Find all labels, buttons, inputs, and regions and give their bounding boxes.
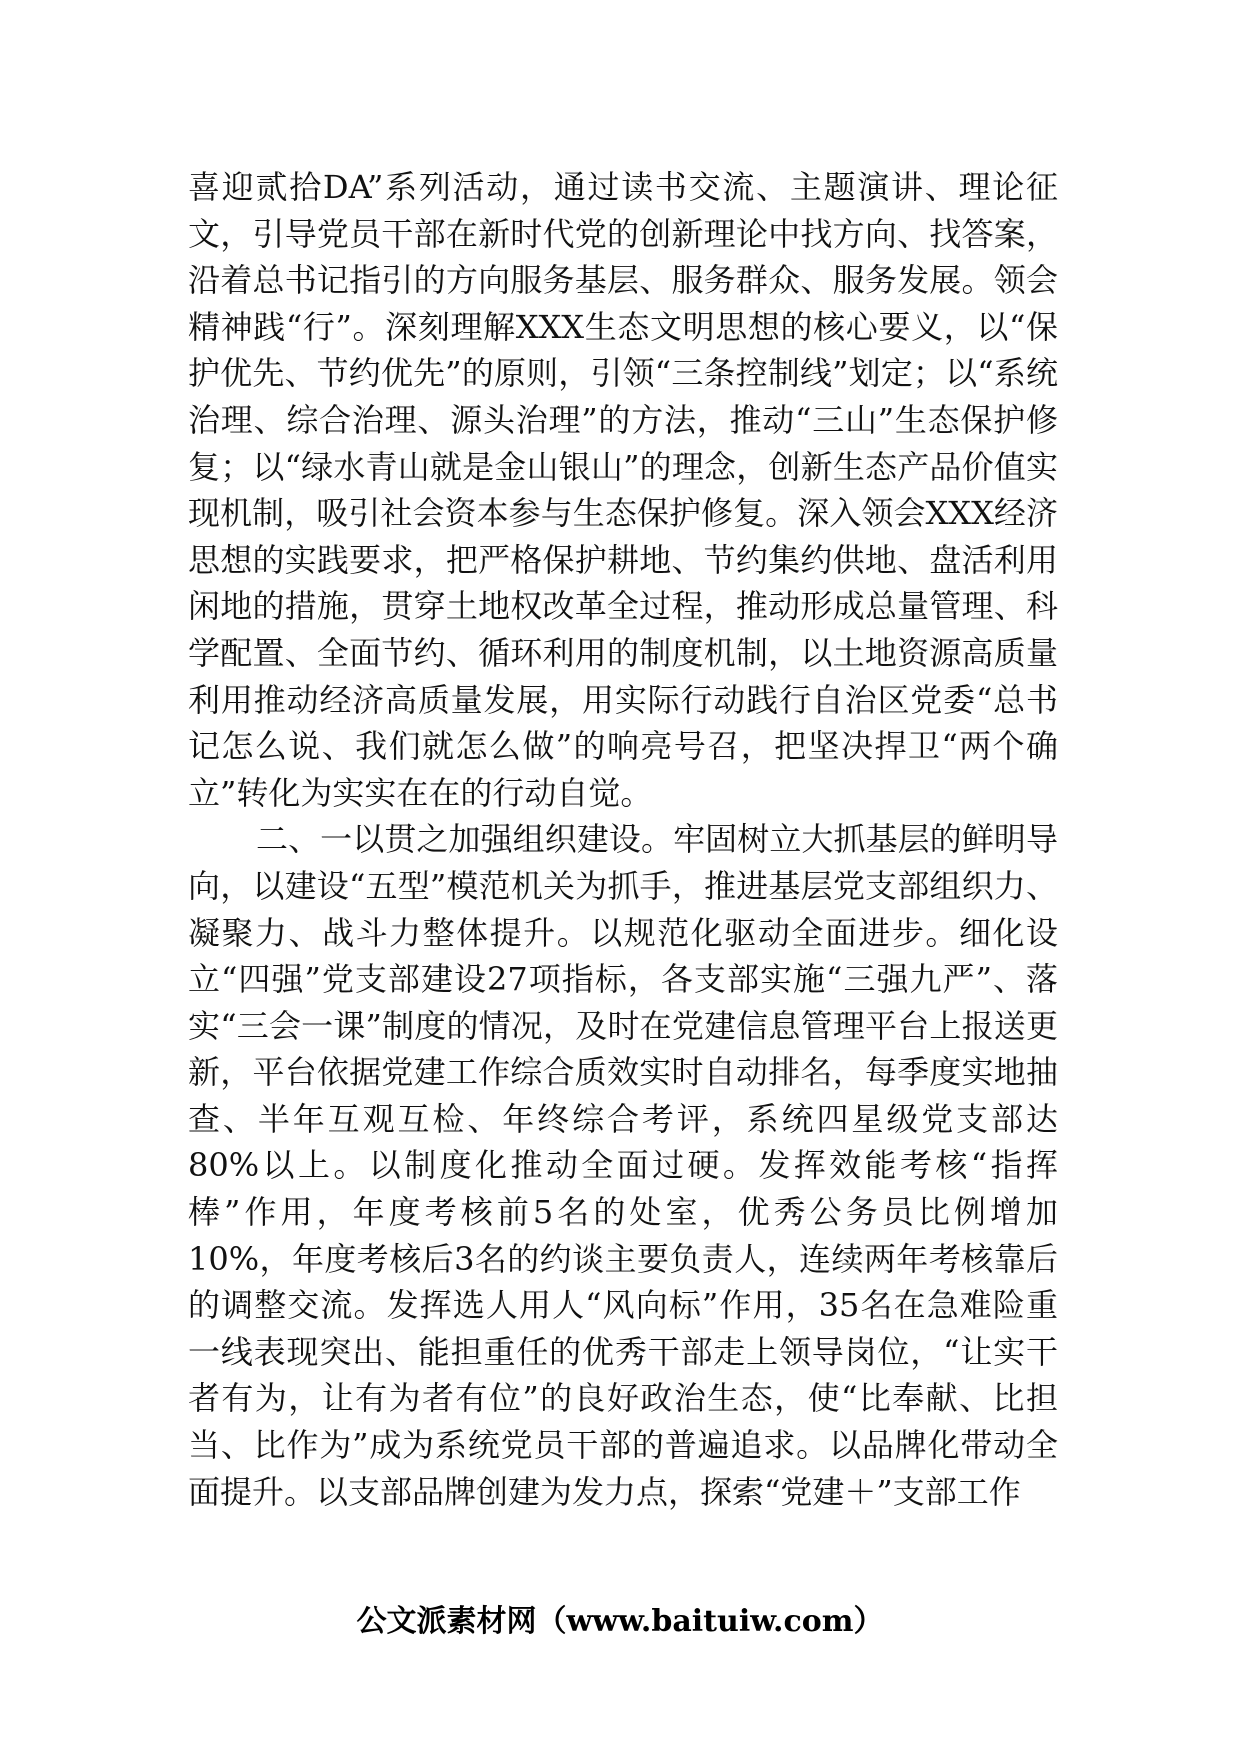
footer-source-text: 公文派素材网（www.baituiw.com）: [356, 1604, 884, 1639]
paragraph-continuation: 喜迎贰拾DA”系列活动，通过读书交流、主题演讲、理论征文，引导党员干部在新时代党的创新理论中找方向、找答案，沿着总书记指引的方向服务基层、服务群众、服务发展。领会精神践“行”。深刻理解XXX生态文明思想的核心要义，以“保护优先、节约优先”的原则，引领“三条控制线”划定；以“系统治理、综合治理、源头治理”的方法，推动“三山”生态保护修复；以“绿水青山就是金山银山”的理念，创新生态产品价值实现机制，吸引社会资本参与生态保护修复。深入领会XXX经济思想的实践要求，把严格保护耕地、节约集约供地、盘活利用闲地的措施，贯穿土地权改革全过程，推动形成总量管理、科学配置、全面节约、循环利用的制度机制，以土地资源高质量利用推动经济高质量发展，用实际行动践行自治区党委“总书记怎么说、我们就怎么做”的响亮号召，把坚决捍卫“两个确立”转化为实实在在的行动自觉。: [188, 168, 1058, 812]
footer-watermark: [0, 1602, 1240, 1642]
document-body: [188, 164, 1058, 1515]
paragraph-section-two: 二、一以贯之加强组织建设。牢固树立大抓基层的鲜明导向，以建设“五型”模范机关为抓手，推进基层党支部组织力、凝聚力、战斗力整体提升。以规范化驱动全面进步。细化设立“四强”党支部建设27项指标，各支部实施“三强九严”、落实“三会一课”制度的情况，及时在党建信息管理平台上报送更新，平台依据党建工作综合质效实时自动排名，每季度实地抽查、半年互观互检、年终综合考评，系统四星级党支部达80%以上。以制度化推动全面过硬。发挥效能考核“指挥棒”作用，年度考核前5名的处室，优秀公务员比例增加10%，年度考核后3名的约谈主要负责人，连续两年考核靠后的调整交流。发挥选人用人“风向标”作用，35名在急难险重一线表现突出、能担重任的优秀干部走上领导岗位，“让实干者有为，让有为者有位”的良好政治生态，使“比奉献、比担当、比作为”成为系统党员干部的普遍追求。以品牌化带动全面提升。以支部品牌创建为发力点，探索“党建＋”支部工作: [188, 820, 1058, 1511]
